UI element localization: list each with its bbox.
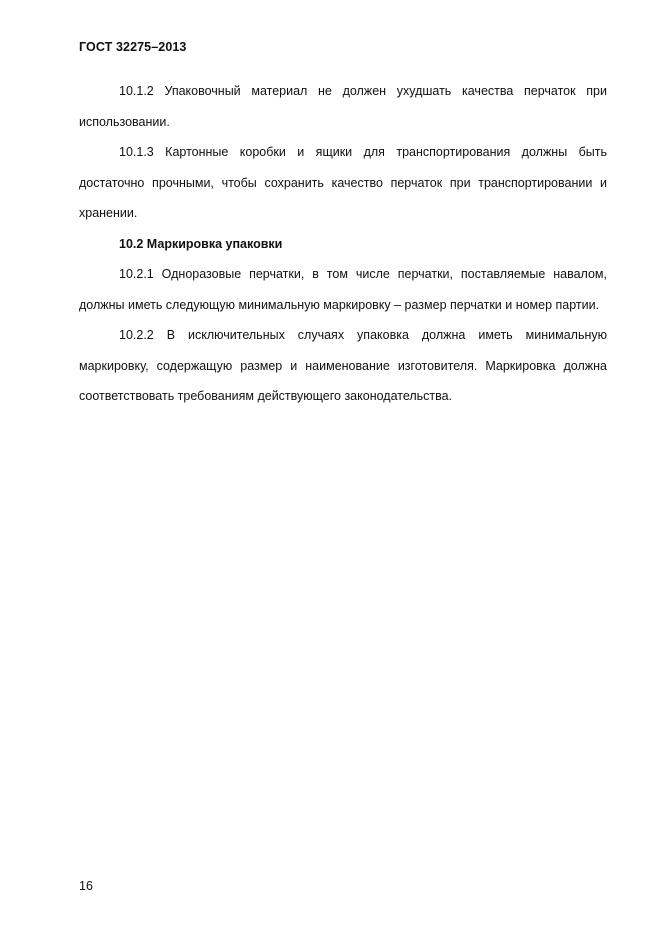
paragraph-10-2-2: 10.2.2 В исключительных случаях упаковка должна иметь минимальную маркировку, содержащую размер и наименование изготовителя. Маркировка должна соответствовать требованиям действующего законодательства. bbox=[79, 328, 607, 403]
paragraph-10-2-1: 10.2.1 Одноразовые перчатки, в том числе перчатки, поставляемые навалом, должны иметь следующую минимальную маркировку – размер перчатки и номер партии. bbox=[79, 267, 607, 312]
paragraph-10-1-3: 10.1.3 Картонные коробки и ящики для транспортирования должны быть достаточно прочными, чтобы сохранить качество перчаток при транспортировании и хранении. bbox=[79, 145, 607, 220]
section-heading-10-2: 10.2 Маркировка упаковки bbox=[119, 236, 283, 251]
page-number: 16 bbox=[79, 879, 93, 893]
document-body bbox=[79, 76, 607, 412]
document-header: ГОСТ 32275–2013 bbox=[79, 40, 187, 54]
paragraph-10-1-2: 10.1.2 Упаковочный материал не должен ухудшать качества перчаток при использовании. bbox=[79, 84, 607, 129]
